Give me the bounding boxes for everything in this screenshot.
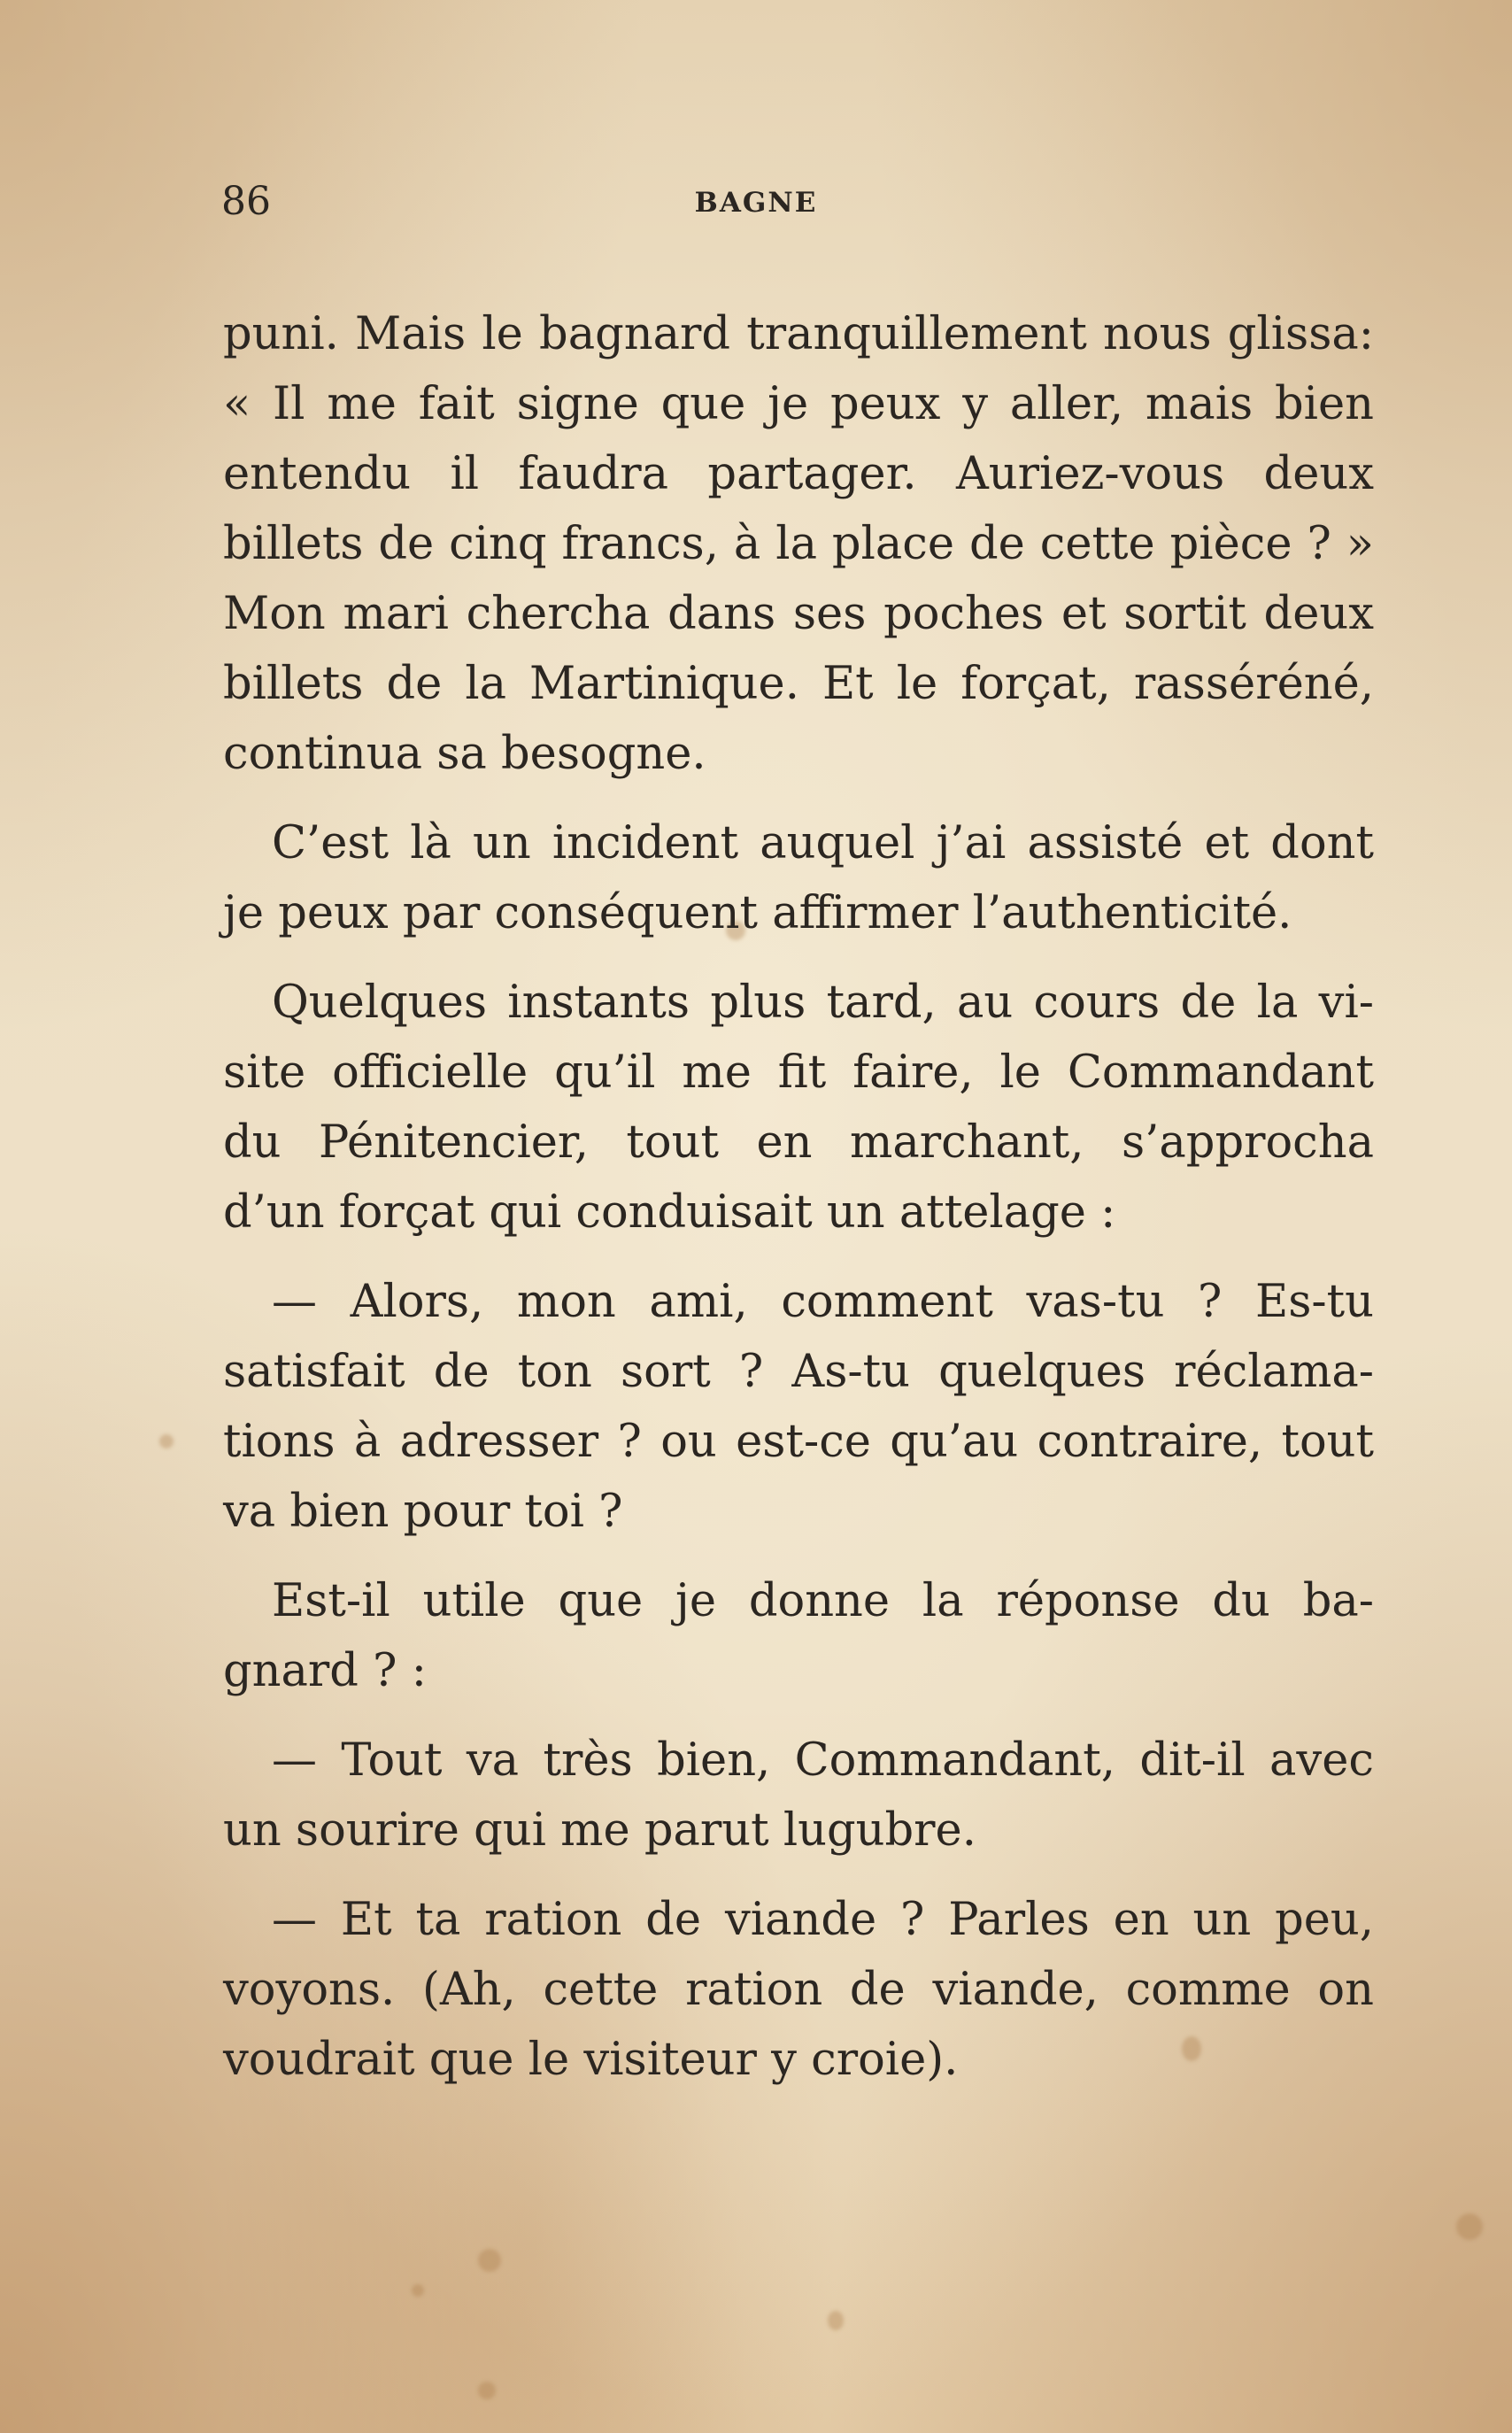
foxing-spot bbox=[478, 2249, 501, 2272]
foxing-spot bbox=[412, 2284, 424, 2297]
text-line: « Il me fait signe que je peux y aller, mais bien bbox=[223, 378, 1374, 430]
text-line: — Tout va très bien, Commandant, dit-il avec bbox=[272, 1734, 1374, 1787]
text-line: satisfait de ton sort ? As-tu quelques réclama- bbox=[223, 1346, 1374, 1398]
text-line: du Pénitencier, tout en marchant, s’approcha bbox=[223, 1116, 1374, 1169]
text-line: — Alors, mon ami, comment vas-tu ? Es-tu bbox=[272, 1276, 1374, 1328]
running-head: BAGNE bbox=[694, 187, 818, 219]
foxing-spot bbox=[159, 1434, 174, 1448]
text-line: gnard ? : bbox=[223, 1645, 427, 1697]
text-line: un sourire qui me parut lugubre. bbox=[223, 1804, 976, 1857]
foxing-spot bbox=[1456, 2213, 1483, 2240]
text-line: puni. Mais le bagnard tranquillement nous glissa: bbox=[223, 308, 1374, 360]
text-line: je peux par conséquent affirmer l’authenticité. bbox=[223, 887, 1292, 939]
paragraph bbox=[223, 1566, 1374, 1706]
text-line: — Et ta ration de viande ? Parles en un peu, bbox=[272, 1894, 1374, 1946]
text-line: tions à adresser ? ou est-ce qu’au contraire, tout bbox=[223, 1416, 1374, 1468]
paragraph bbox=[223, 1726, 1374, 1865]
paragraph bbox=[223, 808, 1374, 948]
paragraph bbox=[223, 299, 1374, 789]
text-line: d’un forçat qui conduisait un attelage : bbox=[223, 1186, 1116, 1239]
text-line: entendu il faudra partager. Auriez-vous deux bbox=[223, 448, 1374, 500]
text-line: Est-il utile que je donne la réponse du ba- bbox=[272, 1575, 1374, 1627]
paragraph bbox=[223, 968, 1374, 1247]
body-text bbox=[223, 299, 1374, 2114]
text-line: Quelques instants plus tard, au cours de la vi- bbox=[272, 977, 1374, 1029]
paragraph bbox=[223, 1885, 1374, 2095]
text-line: Mon mari chercha dans ses poches et sortit deux bbox=[223, 588, 1374, 640]
text-line: voyons. (Ah, cette ration de viande, comme on bbox=[223, 1964, 1374, 2016]
text-line: va bien pour toi ? bbox=[223, 1486, 623, 1538]
text-line: billets de cinq francs, à la place de cette pièce ? » bbox=[223, 518, 1374, 570]
foxing-spot bbox=[478, 2382, 496, 2399]
text-line: voudrait que le visiteur y croie). bbox=[223, 2034, 959, 2086]
paragraph bbox=[223, 1267, 1374, 1547]
text-line: continua sa besogne. bbox=[223, 728, 706, 780]
text-line: C’est là un incident auquel j’ai assisté et dont bbox=[272, 817, 1374, 869]
page-number: 86 bbox=[221, 179, 271, 224]
foxing-spot bbox=[828, 2311, 844, 2330]
text-line: billets de la Martinique. Et le forçat, rasséréné, bbox=[223, 658, 1374, 710]
text-line: site officielle qu’il me fit faire, le Commandant bbox=[223, 1047, 1374, 1099]
